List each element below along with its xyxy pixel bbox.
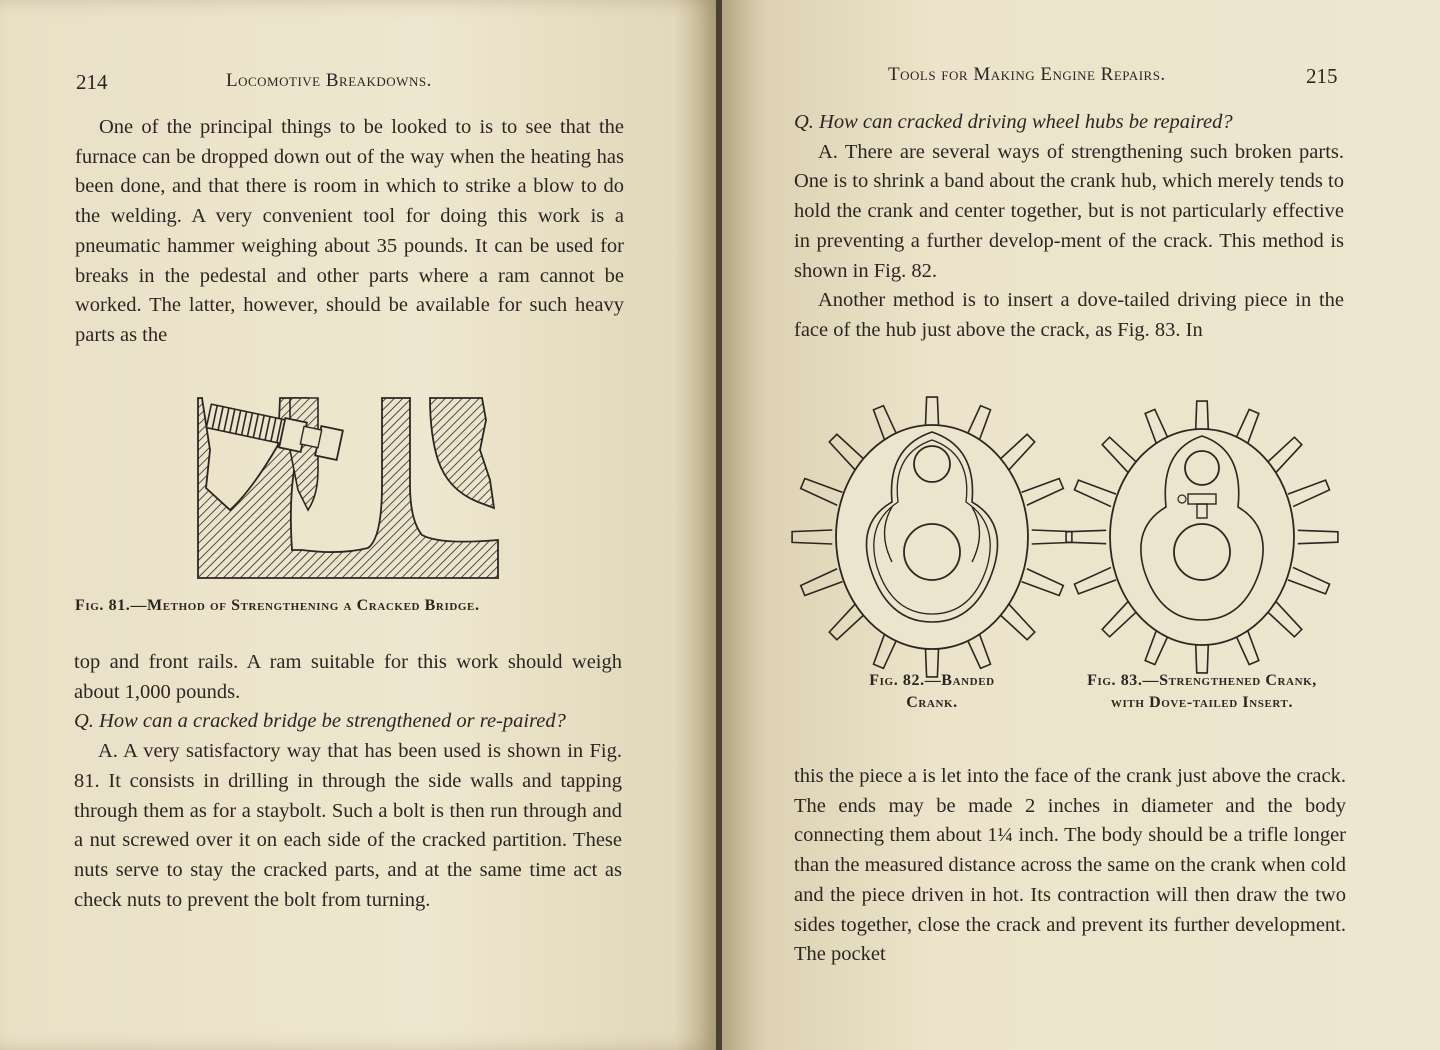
crank-spoke	[801, 478, 843, 505]
right-paragraph-1: A. There are several ways of strengthening such broken parts. One is to shrink a band about the crank hub, which merely tends to hold the crank and center together, but is not particularly effective in preventing a further develop-ment of the crack. This method is shown in Fig. 82.	[794, 140, 1344, 282]
crank-spoke	[792, 530, 832, 544]
fig-81-cracked-bridge-illustration	[190, 390, 510, 585]
fig-83-caption: Fig. 83.—Strengthened Crank, with Dove-tailed Insert.	[1087, 672, 1317, 711]
fig-81-caption: Fig. 81.—Method of Strengthening a Cracked Bridge.	[75, 597, 480, 614]
fig-83-strengthened-crank-illustration	[1082, 372, 1322, 672]
right-page	[722, 0, 1440, 1050]
left-page	[0, 0, 718, 1050]
crank-spoke	[1288, 480, 1330, 506]
left-question: Q. How can a cracked bridge be strengthened or re-paired?	[74, 710, 566, 733]
left-text-block-1	[75, 113, 624, 351]
crank-spoke	[1074, 480, 1116, 506]
crank-spoke	[1298, 530, 1338, 543]
right-page-number: 215	[1306, 64, 1338, 88]
crank-spoke	[1021, 478, 1063, 505]
crank-spoke	[801, 569, 843, 596]
fig-82-banded-crank-illustration	[812, 372, 1052, 672]
right-running-head: Tools for Making Engine Repairs.	[888, 64, 1166, 85]
crank-spoke	[1074, 567, 1116, 593]
right-text-block-1	[794, 108, 1344, 346]
right-paragraph-2: Another method is to insert a dove-tailed driving piece in the face of the hub just above the crack, as Fig. 83. In	[794, 289, 1344, 341]
crank-spoke	[1021, 569, 1063, 596]
right-paragraph-3: this the piece a is let into the face of the crank just above the crack. The ends may be made 2 inches in diameter and the body connecting them about 1¼ inch. The body should be a trifle longer than the measured distance across the same on the crank when cold and the piece driven in hot. Its contraction will then draw the two sides together, close the crack and prevent its further development. The pocket	[794, 765, 1346, 966]
left-paragraph-3: A. A very satisfactory way that has been used is shown in Fig. 81. It consists in drilling in through the side walls and tapping through them as for a staybolt. Such a bolt is then run through and a nut screwed over it on each side of the cracked partition. These nuts serve to stay the cracked parts, and at the same time act as check nuts to prevent the bolt from turning.	[74, 740, 622, 911]
fig-82-caption: Fig. 82.—Banded Crank.	[869, 672, 995, 711]
right-text-block-2	[794, 762, 1346, 970]
left-running-head: Locomotive Breakdowns.	[226, 70, 432, 91]
crank-spoke	[1288, 567, 1330, 593]
left-page-number: 214	[76, 70, 108, 94]
left-paragraph-1: One of the principal things to be looked to is to see that the furnace can be dropped down out of the way when the heating has been done, and that there is room in which to strike a blow to do the welding. A very convenient tool for doing this work is a pneumatic hammer weighing about 35 pounds. It can be used for breaks in the pedestal and other parts where a ram cannot be worked. The latter, however, should be available for such heavy parts as the	[75, 116, 624, 346]
right-question: Q. How can cracked driving wheel hubs be repaired?	[794, 111, 1233, 133]
left-paragraph-2: top and front rails. A ram suitable for this work should weigh about 1,000 pounds.	[74, 651, 622, 703]
left-text-block-2	[74, 648, 622, 915]
